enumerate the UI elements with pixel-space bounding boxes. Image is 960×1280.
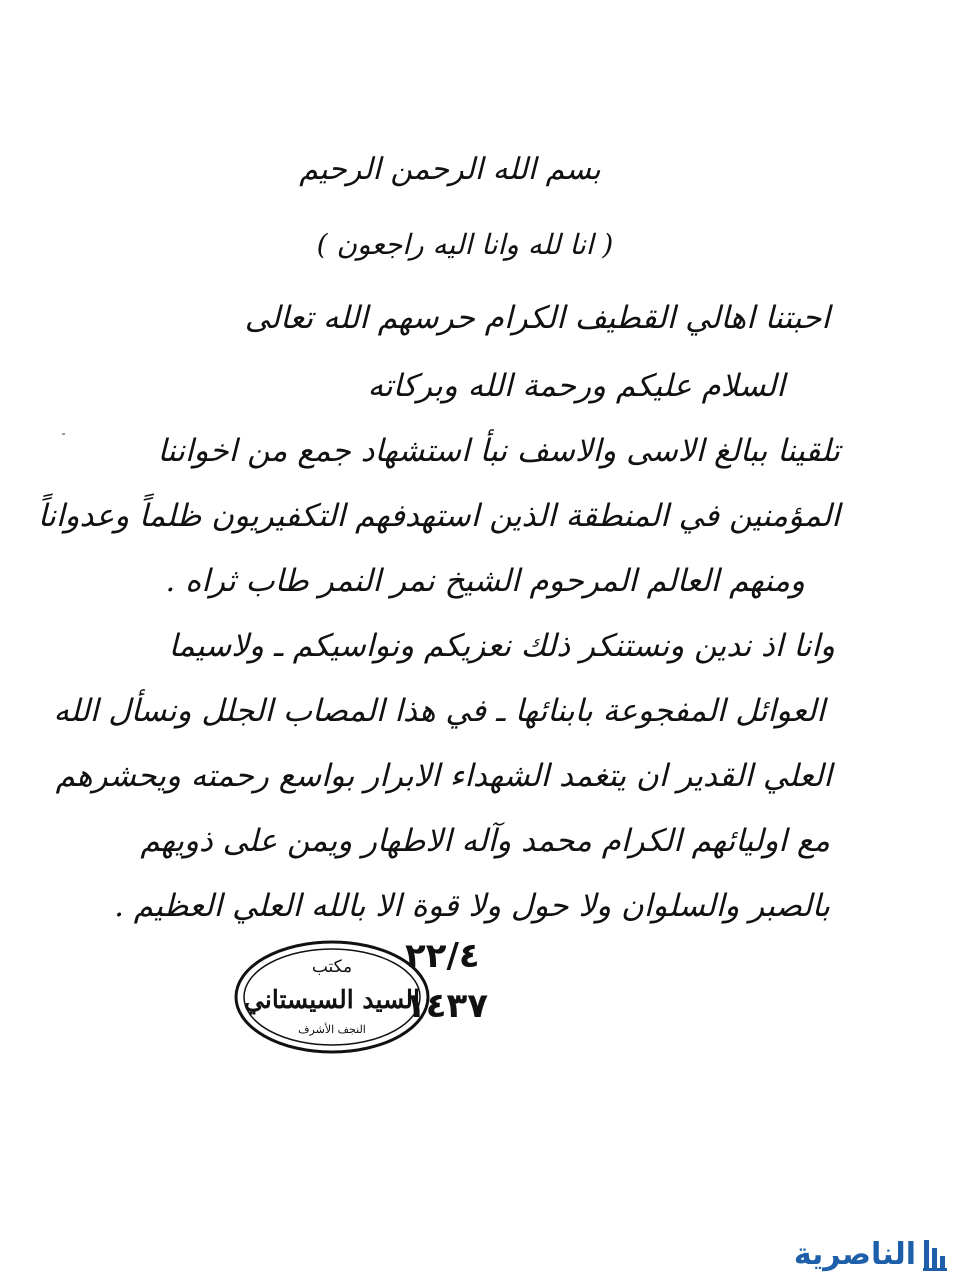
letter-line: مع اوليائهم الكرام محمد وآله الاطهار ويمن على ذويهم (140, 823, 830, 859)
seal-line-city: النجف الأشرف (298, 1023, 366, 1036)
letter-line-salutation: احبتنا اهالي القطيف الكرام حرسهم الله تعالى (244, 300, 830, 336)
letter-line: وانا اذ ندين ونستنكر ذلك نعزيكم ونواسيكم ـ ولاسيما (168, 628, 835, 664)
seal-line-office: مكتب (311, 957, 353, 977)
letter-line: ومنهم العالم المرحوم الشيخ نمر النمر طاب ثراه . (165, 563, 805, 599)
seal-line-name: السيد السيستاني (244, 985, 420, 1014)
letter-line: المؤمنين في المنطقة الذين استهدفهم التكفيريون ظلماً وعدواناً (37, 498, 840, 534)
letter-line: العوائل المفجوعة بابنائها ـ في هذا المصاب الجلل ونسأل الله (53, 693, 825, 729)
watermark-brand-name: الناصرية (793, 1236, 916, 1272)
letter-line: العلي القدير ان يتغمد الشهداء الابرار بواسع رحمته ويحشرهم (55, 758, 832, 794)
nasiriyah-logo-icon (922, 1236, 948, 1272)
letter-line: تلقينا ببالغ الاسى والاسف نبأ استشهاد جمع من اخواننا (157, 433, 840, 469)
quran-verse: ( انا لله وانا اليه راجعون ) (316, 228, 614, 261)
office-seal-stamp (232, 938, 432, 1056)
scan-speck (62, 433, 65, 435)
letter-line-closing: بالصبر والسلوان ولا حول ولا قوة الا بالله العلي العظيم . (114, 888, 830, 924)
date-year: ١٤٣٧ (405, 986, 489, 1026)
basmala-heading: بسم الله الرحمن الرحيم (299, 152, 601, 187)
date-day-month: ٢٢/٤ (405, 936, 480, 976)
letter-line-greeting: السلام عليكم ورحمة الله وبركاته (367, 368, 785, 404)
site-watermark (794, 1236, 948, 1272)
